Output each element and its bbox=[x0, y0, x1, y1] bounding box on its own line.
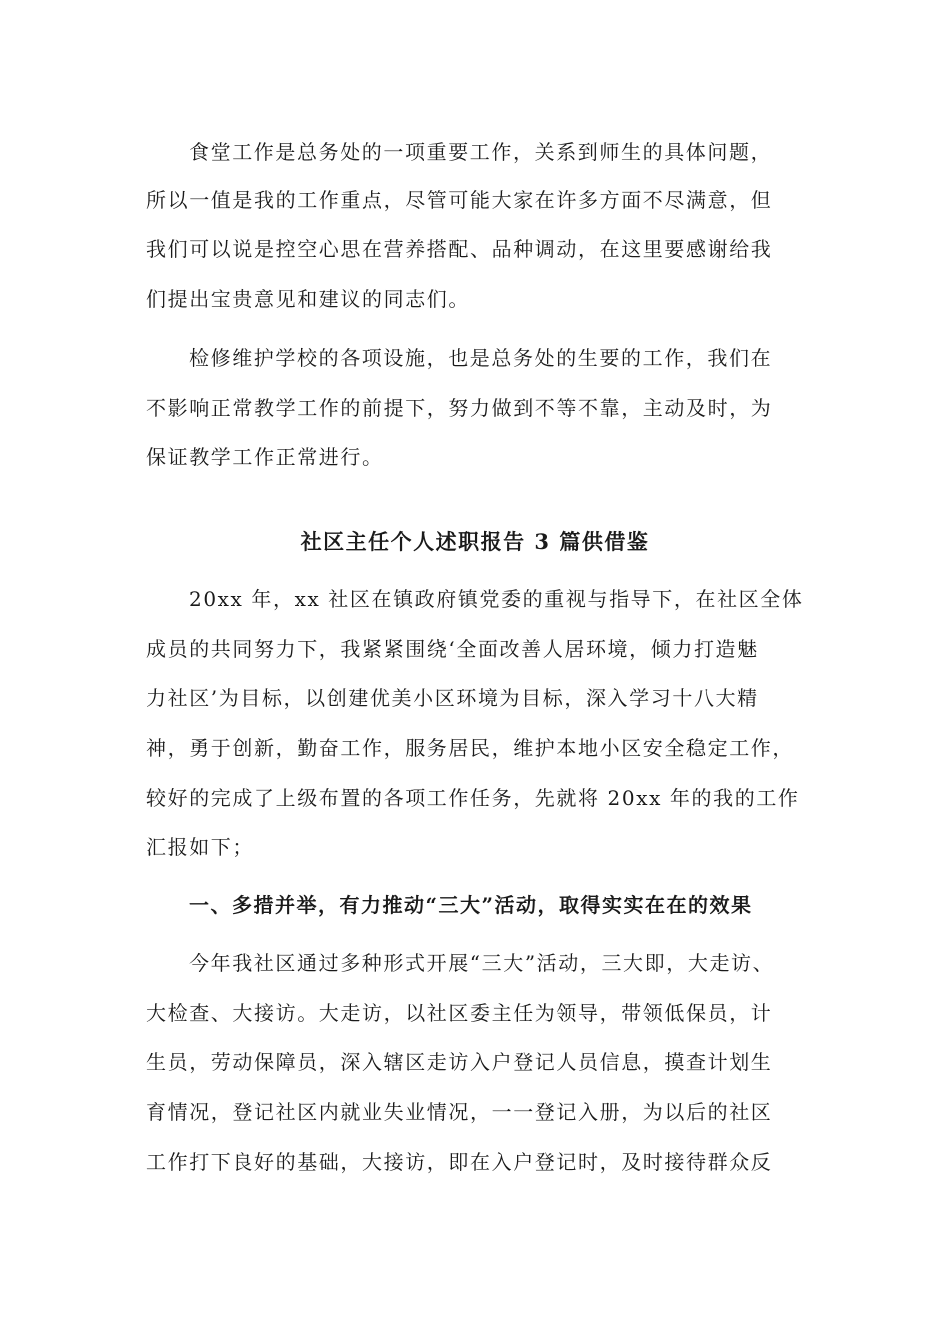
paragraph-line: 生员，劳动保障员，深入辖区走访入户登记人员信息，摸查计划生 bbox=[146, 1050, 773, 1074]
paragraph-line: 今年我社区通过多种形式开展“三大”活动，三大即，大走访、 bbox=[189, 951, 775, 975]
paragraph-line: 神，勇于创新，勤奋工作，服务居民，维护本地小区安全稳定工作， bbox=[146, 736, 794, 760]
paragraph-line: 汇报如下； bbox=[146, 835, 254, 859]
paragraph-line: 力社区’为目标，以创建优美小区环境为目标，深入学习十八大精 bbox=[146, 686, 759, 710]
paragraph-line: 食堂工作是总务处的一项重要工作，关系到师生的具体问题， bbox=[189, 140, 773, 164]
paragraph-line: 成员的共同努力下，我紧紧围绕‘全面改善人居环境，倾力打造魅 bbox=[146, 637, 759, 661]
paragraph-line: 保证教学工作正常进行。 bbox=[146, 445, 384, 469]
document-title: 社区主任个人述职报告 3 篇供借鉴 bbox=[300, 529, 650, 554]
paragraph-line: 大检查、大接访。大走访，以社区委主任为领导，带领低保员，计 bbox=[146, 1001, 773, 1025]
paragraph-line: 育情况，登记社区内就业失业情况，一一登记入册，为以后的社区 bbox=[146, 1100, 773, 1124]
section-heading: 一、多措并举，有力推动“三大”活动，取得实实在在的效果 bbox=[189, 893, 753, 917]
paragraph-line: 所以一值是我的工作重点，尽管可能大家在许多方面不尽满意，但 bbox=[146, 188, 773, 212]
paragraph-line: 们提出宝贵意见和建议的同志们。 bbox=[146, 287, 470, 311]
paragraph-line: 不影响正常教学工作的前提下，努力做到不等不靠，主动及时，为 bbox=[146, 396, 773, 420]
paragraph-line: 工作打下良好的基础，大接访，即在入户登记时，及时接待群众反 bbox=[146, 1150, 773, 1174]
paragraph-line: 20xx 年，xx 社区在镇政府镇党委的重视与指导下，在社区全体 bbox=[189, 587, 804, 611]
paragraph-line: 我们可以说是控空心思在营养搭配、品种调动，在这里要感谢给我 bbox=[146, 237, 773, 261]
paragraph-line: 较好的完成了上级布置的各项工作任务，先就将 20xx 年的我的工作 bbox=[146, 786, 800, 810]
paragraph-line: 检修维护学校的各项设施，也是总务处的生要的工作，我们在 bbox=[189, 346, 773, 370]
